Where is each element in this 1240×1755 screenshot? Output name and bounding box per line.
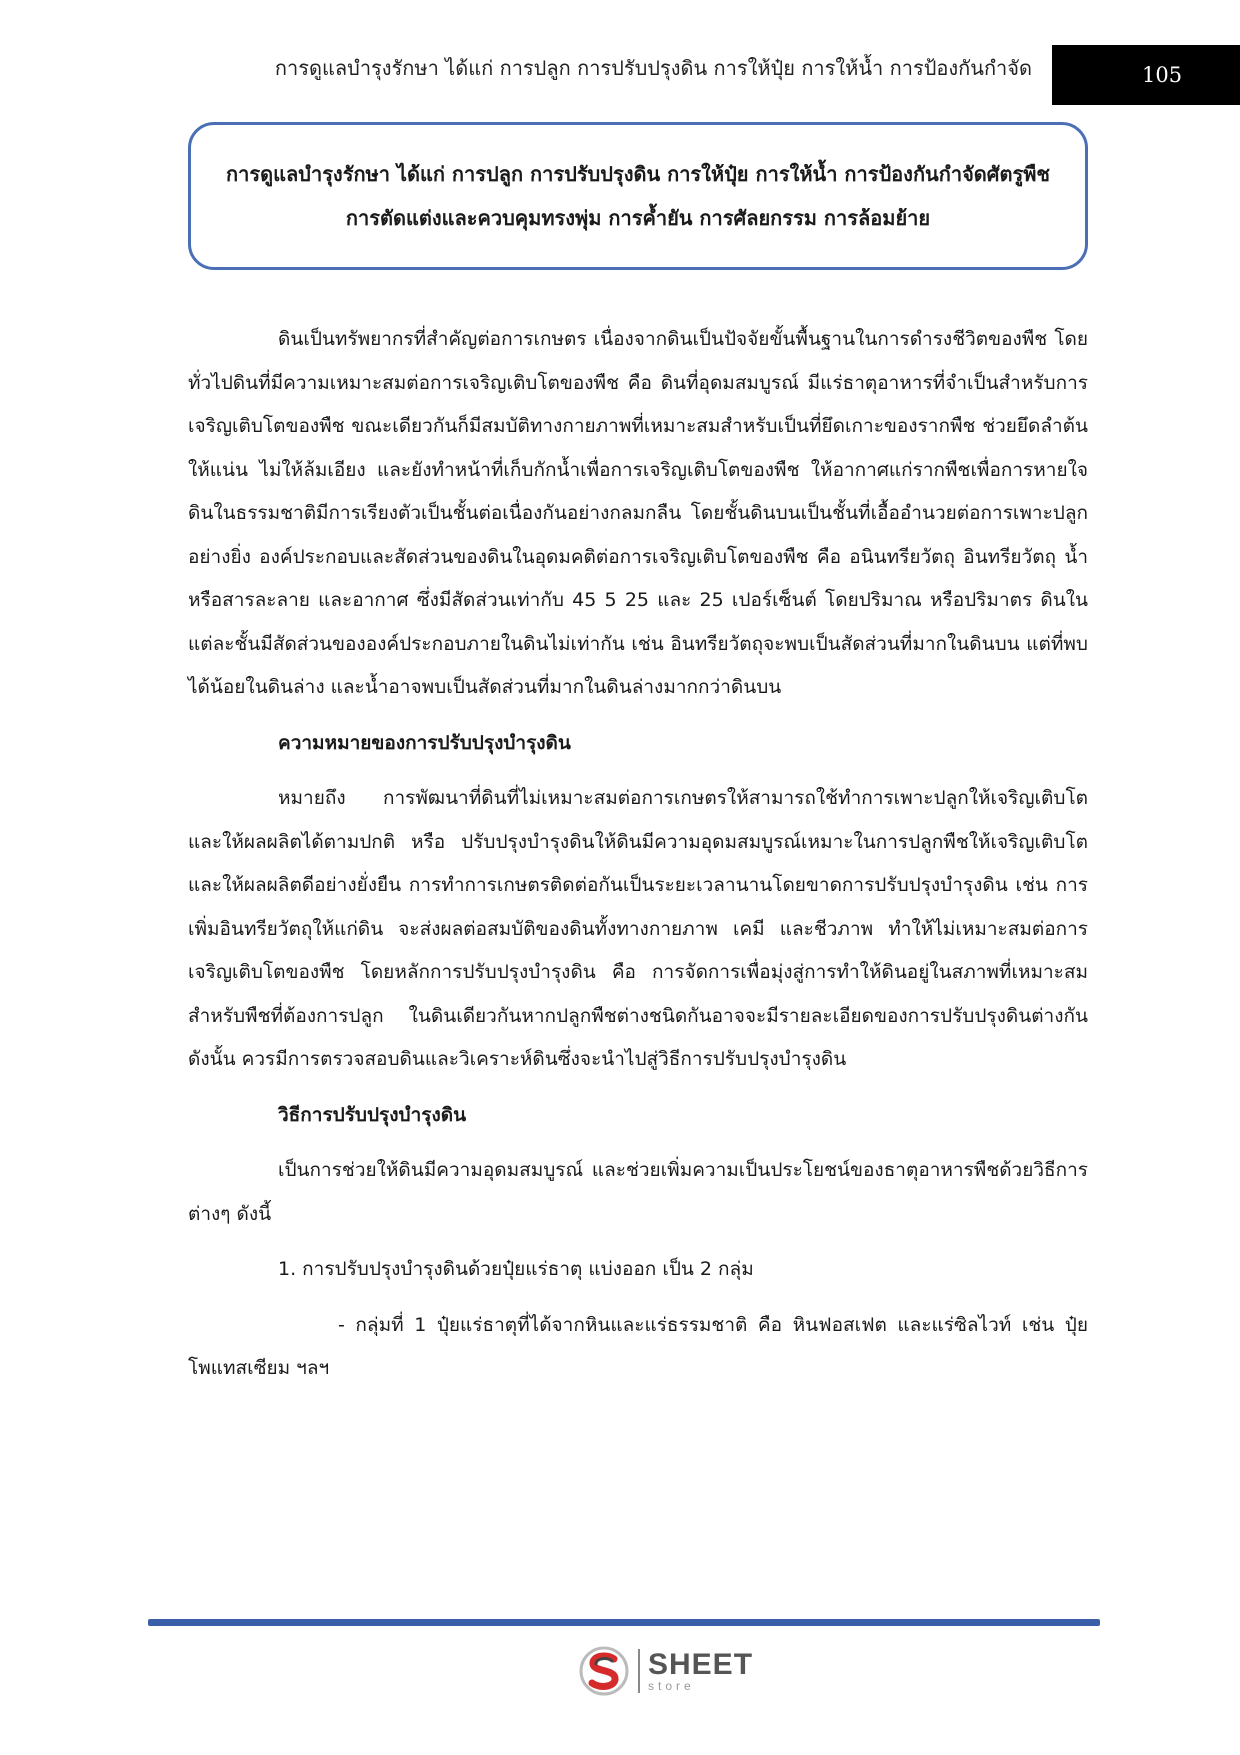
chapter-title-box [188,122,1088,270]
title-line-1: การดูแลบำรุงรักษา ได้แก่ การปลูก การปรับปรุงดิน การให้ปุ๋ย การให้น้ำ การป้องกันกำจัดศัตรูพืช [226,162,1050,186]
logo-subtext: store [648,1679,695,1693]
definition-paragraph: หมายถึง การพัฒนาที่ดินที่ไม่เหมาะสมต่อการเกษตรให้สามารถใช้ทำการเพาะปลูกให้เจริญเติบโตและให้ผลผลิตได้ตามปกติ หรือ ปรับปรุงบำรุงดินให้ดินมีความอุดมสมบูรณ์เหมาะในการปลูกพืชให้เจริญเติบโตและให้ผลผลิตดีอย่างยั่งยืน การทำการเกษตรติดต่อกันเป็นระยะเวลานานโดยขาดการปรับปรุงบำรุงดิน เช่น การเพิ่มอินทรียวัตถุให้แก่ดิน จะส่งผลต่อสมบัติของดินทั้งทางกายภาพ เคมี และชีวภาพ ทำให้ไม่เหมาะสมต่อการเจริญเติบโตของพืช โดยหลักการปรับปรุงบำรุงดิน คือ การจัดการเพื่อมุ่งสู่การทำให้ดินอยู่ในสภาพที่เหมาะสมสำหรับพืชที่ต้องการปลูก ในดินเดียวกันหากปลูกพืชต่างชนิดกันอาจจะมีรายละเอียดของการปรับปรุงดินต่างกันดังนั้น ควรมีการตรวจสอบดินและวิเคราะห์ดินซึ่งจะนำไปสู่วิธีการปรับปรุงบำรุงดิน [188,787,1088,1070]
list-item: 1. การปรับปรุงบำรุงดินด้วยปุ๋ยแร่ธาตุ แบ่งออก เป็น 2 กลุ่ม [278,1258,754,1280]
logo-divider [638,1649,640,1693]
section-heading: วิธีการปรับปรุงบำรุงดิน [278,1103,467,1126]
body-content [188,318,1088,1391]
section-heading: ความหมายของการปรับปรุงบำรุงดิน [278,731,571,754]
logo-wordmark: SHEET [648,1648,754,1681]
intro-paragraph: ดินเป็นทรัพยากรที่สำคัญต่อการเกษตร เนื่องจากดินเป็นปัจจัยขั้นพื้นฐานในการดำรงชีวิตของพืช โดยทั่วไปดินที่มีความเหมาะสมต่อการเจริญเติบโตของพืช คือ ดินที่อุดมสมบูรณ์ มีแร่ธาตุอาหารที่จำเป็นสำหรับการเจริญเติบโตของพืช ขณะเดียวกันก็มีสมบัติทางกายภาพที่เหมาะสมสำหรับเป็นที่ยึดเกาะของรากพืช ช่วยยึดลำต้นให้แน่น ไม่ให้ล้มเอียง และยังทำหน้าที่เก็บกักน้ำเพื่อการเจริญเติบโตของพืช ให้อากาศแก่รากพืชเพื่อการหายใจ ดินในธรรมชาติมีการเรียงตัวเป็นชั้นต่อเนื่องกันอย่างกลมกลืน โดยชั้นดินบนเป็นชั้นที่เอื้ออำนวยต่อการเพาะปลูกอย่างยิ่ง องค์ประกอบและสัดส่วนของดินในอุดมคติต่อการเจริญเติบโตของพืช คือ อนินทรียวัตถุ อินทรียวัตถุ น้ำหรือสารละลาย และอากาศ ซึ่งมีสัดส่วนเท่ากับ 45 5 25 และ 25 เปอร์เซ็นต์ โดยปริมาณ หรือปริมาตร ดินในแต่ละชั้นมีสัดส่วนขององค์ประกอบภายในดินไม่เท่ากัน เช่น อินทรียวัตถุจะพบเป็นสัดส่วนที่มากในดินบน แต่ที่พบได้น้อยในดินล่าง และน้ำอาจพบเป็นสัดส่วนที่มากในดินล่างมากกว่าดินบน [188,328,1088,698]
footer-rule [148,1619,1100,1626]
sub-list-item: - กลุ่มที่ 1 ปุ๋ยแร่ธาตุที่ได้จากหินและแร่ธรรมชาติ คือ หินฟอสเฟต และแร่ซิลไวท์ เช่น ปุ๋ยโพแทสเซียม ฯลฯ [188,1313,1088,1379]
methods-paragraph: เป็นการช่วยให้ดินมีความอุดมสมบูรณ์ และช่วยเพิ่มความเป็นประโยชน์ของธาตุอาหารพืชด้วยวิธีการต่างๆ ดังนี้ [188,1159,1088,1225]
s-logo-icon [578,1645,630,1697]
running-header: การดูแลบำรุงรักษา ได้แก่ การปลูก การปรับปรุงดิน การให้ปุ๋ย การให้น้ำ การป้องกันกำจัด [274,56,1032,80]
title-line-2: การตัดแต่งและควบคุมทรงพุ่ม การค้ำยัน การศัลยกรรม การล้อมย้าย [345,206,931,230]
page-number: 105 [1052,45,1240,105]
sheet-store-logo [578,1645,753,1697]
